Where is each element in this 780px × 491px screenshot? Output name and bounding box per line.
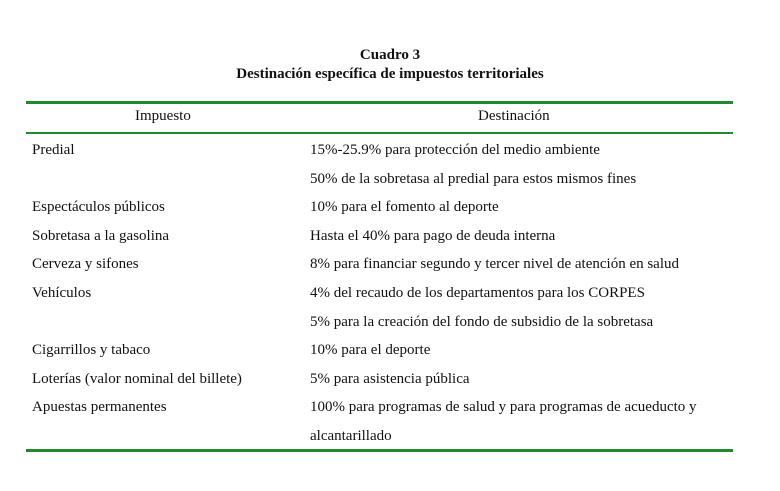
impuesto-cell: Espectáculos públicos (32, 199, 165, 216)
table-row (0, 222, 780, 251)
table-row (0, 136, 780, 165)
impuesto-cell: Vehículos (32, 284, 92, 301)
impuesto-cell: Predial (32, 142, 75, 158)
destinacion-cell: 15%-25.9% para protección del medio ambiente (310, 142, 600, 158)
impuesto-cell: Cerveza y sifones (32, 256, 139, 273)
table-caption-title: Destinación específica de impuestos territoriales (236, 66, 544, 82)
destinacion-cell: Hasta el 40% para pago de deuda interna (310, 227, 556, 244)
destinacion-cell: 4% del recaudo de los departamentos para los CORPES (310, 284, 645, 301)
table-row (0, 308, 780, 337)
table-row (0, 279, 780, 308)
column-header-impuesto: Impuesto (135, 108, 191, 124)
table-body (0, 136, 780, 451)
impuesto-cell: Sobretasa a la gasolina (32, 227, 170, 244)
destinacion-cell: 5% para asistencia pública (310, 370, 470, 387)
destinacion-cell: 50% de la sobretasa al predial para estos mismos fines (310, 170, 637, 187)
destinacion-cell: 10% para el fomento al deporte (310, 199, 499, 216)
destinacion-cell: 100% para programas de salud y para programas de acueducto y alcantarillado (310, 399, 697, 444)
table-header-rule (26, 132, 733, 134)
table-row (0, 365, 780, 394)
destinacion-cell: 10% para el deporte (310, 342, 431, 359)
table-row (0, 193, 780, 222)
table-row (0, 250, 780, 279)
table-row (0, 393, 780, 450)
table-top-rule (26, 101, 733, 104)
column-header-destinacion: Destinación (478, 108, 550, 124)
impuesto-cell: Apuestas permanentes (32, 399, 167, 416)
impuesto-cell: Loterías (valor nominal del billete) (32, 370, 242, 387)
destinacion-cell: 8% para financiar segundo y tercer nivel de atención en salud (310, 256, 680, 273)
table-caption-number: Cuadro 3 (359, 47, 421, 63)
table-row (0, 165, 780, 194)
destinacion-cell: 5% para la creación del fondo de subsidio de la sobretasa (310, 313, 654, 330)
table-row (0, 336, 780, 365)
impuesto-cell: Cigarrillos y tabaco (32, 342, 151, 359)
table-bottom-rule (26, 449, 733, 452)
